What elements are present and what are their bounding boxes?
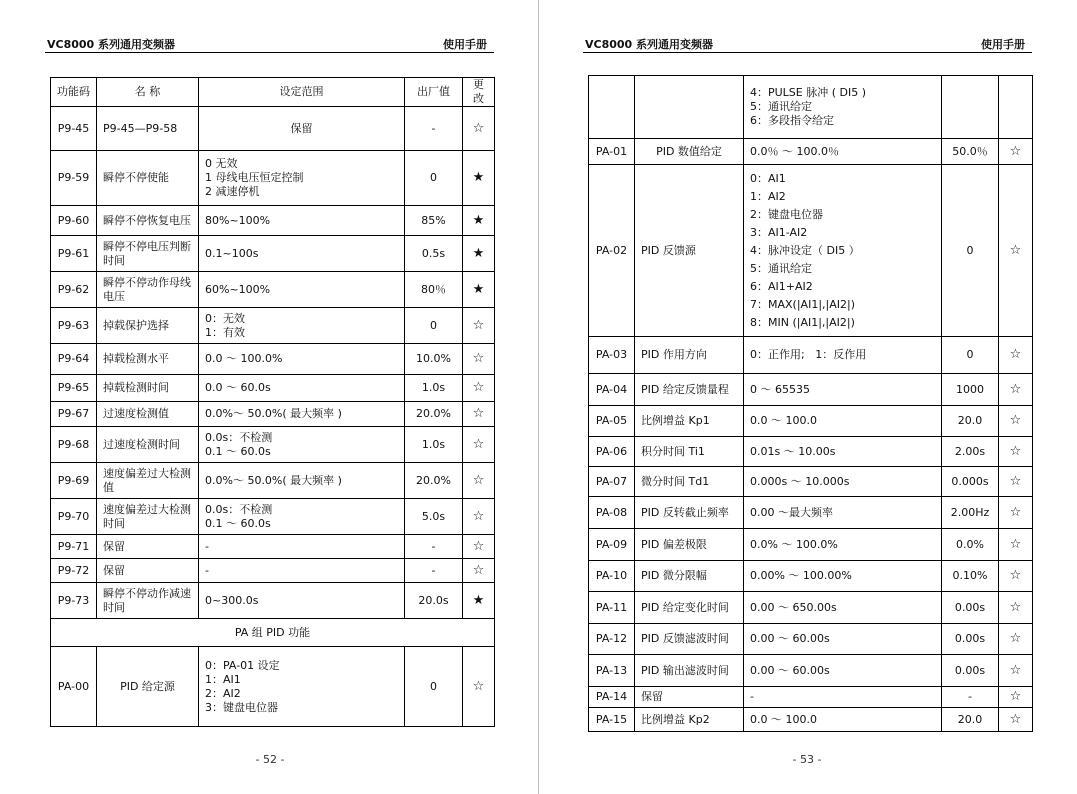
param-name: PID 给定源	[97, 647, 199, 727]
param-range: 0.00% ～ 100.00%	[744, 561, 942, 592]
param-default	[942, 76, 999, 139]
param-range: -	[199, 535, 405, 559]
param-default: -	[405, 535, 463, 559]
param-range: 0.0%～ 50.0%( 最大频率 )	[199, 463, 405, 499]
param-code: PA-02	[589, 165, 635, 337]
change-mark-icon: ☆	[463, 535, 495, 559]
param-name: 保留	[635, 687, 744, 708]
column-header-range: 设定范围	[199, 78, 405, 107]
param-default: 20.0%	[405, 402, 463, 427]
change-mark-icon: ☆	[463, 344, 495, 375]
param-name: PID 偏差极限	[635, 529, 744, 561]
change-mark-icon: ☆	[999, 497, 1033, 529]
table-row	[589, 561, 1033, 592]
table-row	[51, 535, 495, 559]
change-mark-icon: ☆	[463, 402, 495, 427]
param-code: P9-65	[51, 375, 97, 402]
table-row	[589, 437, 1033, 467]
param-code: PA-05	[589, 406, 635, 437]
param-default: -	[405, 107, 463, 151]
table-row	[589, 165, 1033, 337]
table-row	[51, 272, 495, 308]
change-mark-icon: ★	[463, 236, 495, 272]
param-name: PID 反馈源	[635, 165, 744, 337]
param-default: -	[942, 687, 999, 708]
table-row	[589, 529, 1033, 561]
param-name: 掉载检测水平	[97, 344, 199, 375]
param-range: 0.0 ～ 100.0	[744, 406, 942, 437]
param-range: 0~300.0s	[199, 583, 405, 619]
param-default: 0.0%	[942, 529, 999, 561]
change-mark-icon: ☆	[463, 375, 495, 402]
param-default: 2.00Hz	[942, 497, 999, 529]
param-range: 0.00 ～ 60.00s	[744, 655, 942, 687]
param-range: 0.01s ～ 10.00s	[744, 437, 942, 467]
param-name: 瞬停不停动作母线电压	[97, 272, 199, 308]
change-mark-icon: ★	[463, 151, 495, 206]
param-range: 0.0% ～ 100.0%	[744, 529, 942, 561]
change-mark-icon: ☆	[999, 467, 1033, 497]
param-range: 0.000s ～ 10.000s	[744, 467, 942, 497]
param-name: 过速度检测值	[97, 402, 199, 427]
param-default: 0.00s	[942, 624, 999, 655]
param-default: 0	[405, 151, 463, 206]
table-row	[51, 463, 495, 499]
param-range: 0.0s：不检测 0.1 ～ 60.0s	[199, 499, 405, 535]
param-default: 1.0s	[405, 375, 463, 402]
left-header-title: VC8000 系列通用变频器	[47, 38, 176, 51]
param-default: 0	[405, 647, 463, 727]
param-default: 20.0	[942, 708, 999, 732]
param-code: P9-63	[51, 308, 97, 344]
table-row	[589, 374, 1033, 406]
param-name: 速度偏差过大检测时间	[97, 499, 199, 535]
table-row	[51, 344, 495, 375]
param-range: 0.0 ～ 60.0s	[199, 375, 405, 402]
param-name: 积分时间 Ti1	[635, 437, 744, 467]
param-default: 20.0%	[405, 463, 463, 499]
right-parameter-table	[588, 75, 1033, 732]
table-row-continued	[589, 76, 1033, 139]
change-mark-icon: ☆	[999, 561, 1033, 592]
table-row	[51, 151, 495, 206]
param-range: 60%~100%	[199, 272, 405, 308]
param-default: 0.000s	[942, 467, 999, 497]
param-code: PA-11	[589, 592, 635, 624]
change-mark-icon: ☆	[463, 308, 495, 344]
param-default: 2.00s	[942, 437, 999, 467]
param-code: PA-07	[589, 467, 635, 497]
param-range: 0：PA-01 设定 1：AI1 2：AI2 3：键盘电位器	[199, 647, 405, 727]
param-name: PID 反转截止频率	[635, 497, 744, 529]
change-mark-icon: ☆	[999, 374, 1033, 406]
param-range: -	[744, 687, 942, 708]
param-default: 20.0s	[405, 583, 463, 619]
param-code: P9-45	[51, 107, 97, 151]
table-row	[589, 708, 1033, 732]
param-range: 0.0％ ～ 100.0％	[744, 139, 942, 165]
param-name: P9-45—P9-58	[97, 107, 199, 151]
left-header-right: 使用手册	[443, 38, 487, 51]
right-page-number: - 53 -	[792, 753, 822, 766]
param-default: 0.00s	[942, 655, 999, 687]
param-code: PA-10	[589, 561, 635, 592]
table-row	[589, 655, 1033, 687]
right-header-title: VC8000 系列通用变频器	[585, 38, 714, 51]
param-name: PID 微分限幅	[635, 561, 744, 592]
param-name: 微分时间 Td1	[635, 467, 744, 497]
param-range: 0.0s：不检测 0.1 ～ 60.0s	[199, 427, 405, 463]
param-range: 0：无效 1：有效	[199, 308, 405, 344]
param-name: PID 输出滤波时间	[635, 655, 744, 687]
param-range: 0：AI1 1：AI2 2：键盘电位器 3：AI1-AI2 4：脉冲设定（ DI5 ） 5：通讯给定 6：AI1+AI2 7：MAX(|AI1|,|AI2|) 8：MIN (|AI1|,|AI2|)	[744, 165, 942, 337]
table-row	[589, 687, 1033, 708]
table-row	[589, 406, 1033, 437]
param-code	[589, 76, 635, 139]
param-range: 0.00 ～最大频率	[744, 497, 942, 529]
param-default: 0.00s	[942, 592, 999, 624]
param-default: 5.0s	[405, 499, 463, 535]
param-name: 掉载检测时间	[97, 375, 199, 402]
param-name: 瞬停不停电压判断时间	[97, 236, 199, 272]
param-code: PA-08	[589, 497, 635, 529]
table-row	[51, 647, 495, 727]
param-code: P9-73	[51, 583, 97, 619]
param-code: PA-00	[51, 647, 97, 727]
param-code: PA-04	[589, 374, 635, 406]
right-header-right: 使用手册	[981, 38, 1025, 51]
table-row	[51, 559, 495, 583]
table-row	[51, 206, 495, 236]
param-range: 0 无效 1 母线电压恒定控制 2 减速停机	[199, 151, 405, 206]
param-name: 瞬停不停动作减速时间	[97, 583, 199, 619]
change-mark-icon: ★	[463, 272, 495, 308]
param-name: 保留	[97, 559, 199, 583]
param-name: 瞬停不停使能	[97, 151, 199, 206]
param-name: 比例增益 Kp2	[635, 708, 744, 732]
param-default: 0	[942, 337, 999, 374]
change-mark-icon: ☆	[999, 437, 1033, 467]
param-name: PID 给定反馈量程	[635, 374, 744, 406]
param-code: P9-64	[51, 344, 97, 375]
change-mark-icon: ☆	[463, 107, 495, 151]
param-code: PA-12	[589, 624, 635, 655]
param-code: P9-59	[51, 151, 97, 206]
param-default: 0	[405, 308, 463, 344]
change-mark-icon: ☆	[999, 406, 1033, 437]
param-default: 1000	[942, 374, 999, 406]
right-header-rule	[583, 52, 1032, 53]
column-header-change: 更改	[463, 78, 495, 107]
param-code: P9-68	[51, 427, 97, 463]
param-default: 1.0s	[405, 427, 463, 463]
param-default: 10.0%	[405, 344, 463, 375]
param-name: 掉载保护选择	[97, 308, 199, 344]
change-mark-icon: ☆	[463, 499, 495, 535]
change-mark-icon: ☆	[999, 687, 1033, 708]
param-name: 速度偏差过大检测值	[97, 463, 199, 499]
param-name: PID 作用方向	[635, 337, 744, 374]
change-mark-icon: ☆	[999, 139, 1033, 165]
param-name: 过速度检测时间	[97, 427, 199, 463]
param-code: PA-03	[589, 337, 635, 374]
param-range: -	[199, 559, 405, 583]
param-default: -	[405, 559, 463, 583]
column-header-name: 名 称	[97, 78, 199, 107]
table-row	[51, 427, 495, 463]
param-code: P9-67	[51, 402, 97, 427]
param-code: P9-60	[51, 206, 97, 236]
param-code: P9-61	[51, 236, 97, 272]
change-mark-icon: ☆	[463, 559, 495, 583]
change-mark-icon: ☆	[999, 592, 1033, 624]
table-row	[589, 337, 1033, 374]
table-row	[589, 624, 1033, 655]
change-mark-icon: ☆	[999, 708, 1033, 732]
change-mark-icon: ★	[463, 206, 495, 236]
param-range: 0.0 ～ 100.0	[744, 708, 942, 732]
param-name: PID 数值给定	[635, 139, 744, 165]
column-header-default: 出厂值	[405, 78, 463, 107]
param-code: P9-72	[51, 559, 97, 583]
section-title: PA 组 PID 功能	[51, 619, 495, 647]
param-name: 保留	[97, 535, 199, 559]
section-row	[51, 619, 495, 647]
param-range: 0.0%～ 50.0%( 最大频率 )	[199, 402, 405, 427]
param-range: 保留	[199, 107, 405, 151]
change-mark-icon: ☆	[999, 624, 1033, 655]
table-row	[51, 236, 495, 272]
param-code: P9-69	[51, 463, 97, 499]
table-row	[589, 139, 1033, 165]
param-default: 0	[942, 165, 999, 337]
change-mark-icon: ☆	[463, 463, 495, 499]
param-default: 20.0	[942, 406, 999, 437]
param-name: PID 反馈滤波时间	[635, 624, 744, 655]
table-row	[51, 583, 495, 619]
param-default: 0.10%	[942, 561, 999, 592]
param-name: PID 给定变化时间	[635, 592, 744, 624]
left-parameter-table	[50, 77, 495, 727]
param-default: 80％	[405, 272, 463, 308]
param-code: PA-13	[589, 655, 635, 687]
table-row	[51, 375, 495, 402]
param-default: 85%	[405, 206, 463, 236]
table-row	[589, 592, 1033, 624]
param-code: P9-71	[51, 535, 97, 559]
param-code: PA-09	[589, 529, 635, 561]
change-mark-icon: ☆	[463, 647, 495, 727]
change-mark-icon: ★	[463, 583, 495, 619]
param-range: 0.00 ～ 650.00s	[744, 592, 942, 624]
change-mark-icon	[999, 76, 1033, 139]
table-row	[51, 308, 495, 344]
param-range: 0.1~100s	[199, 236, 405, 272]
left-header-rule	[45, 52, 494, 53]
param-code: PA-14	[589, 687, 635, 708]
param-name	[635, 76, 744, 139]
param-range: 80%~100%	[199, 206, 405, 236]
param-range: 0：正作用; 1：反作用	[744, 337, 942, 374]
param-range: 0.00 ～ 60.00s	[744, 624, 942, 655]
change-mark-icon: ☆	[463, 427, 495, 463]
param-range: 0.0 ～ 100.0%	[199, 344, 405, 375]
left-page-number: - 52 -	[255, 753, 285, 766]
param-code: P9-70	[51, 499, 97, 535]
column-header-code: 功能码	[51, 78, 97, 107]
param-name: 比例增益 Kp1	[635, 406, 744, 437]
param-default: 50.0％	[942, 139, 999, 165]
change-mark-icon: ☆	[999, 337, 1033, 374]
table-row	[51, 107, 495, 151]
table-row	[589, 497, 1033, 529]
table-row	[589, 467, 1033, 497]
param-range: 0 ～ 65535	[744, 374, 942, 406]
param-code: PA-15	[589, 708, 635, 732]
table-row	[51, 402, 495, 427]
table-row	[51, 499, 495, 535]
page-divider	[538, 0, 539, 794]
param-name: 瞬停不停恢复电压	[97, 206, 199, 236]
table-header-row	[51, 78, 495, 107]
change-mark-icon: ☆	[999, 655, 1033, 687]
param-default: 0.5s	[405, 236, 463, 272]
param-code: PA-01	[589, 139, 635, 165]
param-code: PA-06	[589, 437, 635, 467]
param-code: P9-62	[51, 272, 97, 308]
change-mark-icon: ☆	[999, 529, 1033, 561]
change-mark-icon: ☆	[999, 165, 1033, 337]
param-range: 4：PULSE 脉冲 ( DI5 ) 5：通讯给定 6：多段指令给定	[744, 76, 942, 139]
